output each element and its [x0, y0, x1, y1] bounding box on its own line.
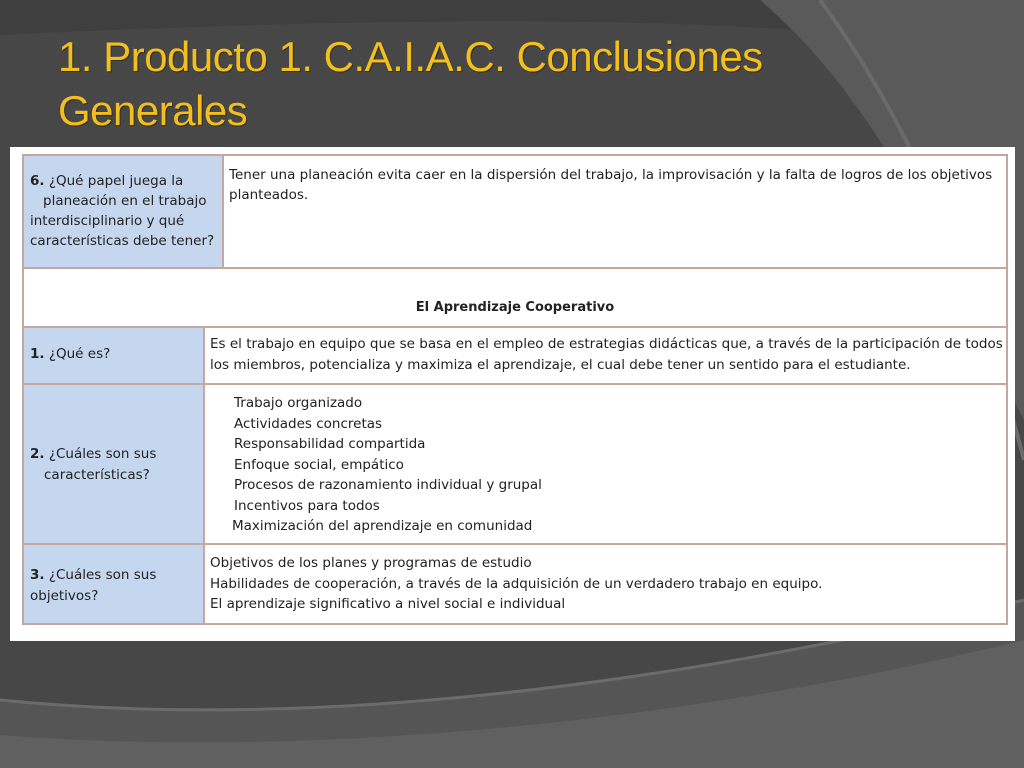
row6-question-line-2: planeación en el trabajo: [43, 193, 207, 209]
row6-question-line-1: ¿Qué papel juega la: [48, 173, 184, 189]
table-border-row2-bottom: [22, 543, 1008, 545]
slide-title-line-1: 1. Producto 1. C.A.I.A.C. Conclusiones: [58, 33, 763, 80]
table-border-left: [22, 154, 24, 625]
row6-answer-line-2: planteados.: [229, 187, 309, 203]
list-item: Actividades concretas: [234, 415, 383, 432]
list-item: Incentivos para todos: [234, 497, 380, 514]
row2-question: [30, 444, 200, 485]
row2-question-line-1: ¿Cuáles son sus: [48, 446, 157, 462]
table-border-col-rows: [203, 326, 205, 625]
list-item: Objetivos de los planes y programas de estudio: [210, 555, 532, 571]
row3-question: [30, 565, 200, 606]
list-item: El aprendizaje significativo a nivel social e individual: [210, 596, 566, 612]
list-item: Trabajo organizado: [234, 395, 363, 411]
table-border-bottom: [22, 623, 1008, 625]
row6-question: [30, 171, 222, 251]
list-item: Habilidades de cooperación, a través de la adquisición de un verdadero trabajo en equipo.: [210, 575, 823, 592]
row1-question: [30, 344, 200, 365]
list-item: Responsabilidad compartida: [234, 436, 426, 452]
conclusions-table: [10, 147, 1015, 641]
row2-number: 2.: [30, 446, 45, 462]
row1-answer-line-2: los miembros, potencializa y maximiza el aprendizaje, el cual debe tener un sentido para el estudiante.: [210, 356, 911, 373]
list-item: Procesos de razonamiento individual y grupal: [234, 477, 542, 493]
row2-characteristics-list: [234, 393, 994, 537]
row6-number: 6.: [30, 173, 45, 189]
row1-question-text: ¿Qué es?: [48, 346, 111, 362]
table-border-right: [1006, 154, 1008, 625]
slide-title-line-2: Generales: [58, 87, 248, 134]
row6-answer: [229, 165, 1004, 205]
table-border-row6-bottom: [22, 267, 1008, 269]
section-title: El Aprendizaje Cooperativo: [415, 300, 615, 315]
row6-question-line-3: interdisciplinario y qué: [30, 213, 185, 229]
row3-question-line-2: objetivos?: [30, 587, 99, 604]
table-border-section-bottom: [22, 326, 1008, 328]
row6-answer-line-1: Tener una planeación evita caer en la dispersión del trabajo, la improvisación y la falta de logros de los objetivos: [229, 167, 993, 183]
row2-question-line-2: características?: [44, 466, 150, 483]
slide-title: [58, 30, 958, 138]
list-item: Maximización del aprendizaje en comunidad: [232, 518, 533, 534]
row3-number: 3.: [30, 567, 45, 583]
list-item: Enfoque social, empático: [234, 456, 404, 473]
table-border-top: [22, 154, 1008, 156]
row1-answer-line-1: Es el trabajo en equipo que se basa en el empleo de estrategias didácticas que, a través de la participación de todos: [210, 336, 1003, 352]
table-border-row1-bottom: [22, 383, 1008, 385]
table-border-col-row6: [222, 154, 224, 269]
row1-number: 1.: [30, 346, 45, 362]
row3-objectives-list: [210, 553, 1004, 615]
row1-answer: [210, 334, 1004, 375]
row6-question-line-4: características debe tener?: [30, 233, 215, 249]
row3-question-line-1: ¿Cuáles son sus: [48, 567, 157, 583]
